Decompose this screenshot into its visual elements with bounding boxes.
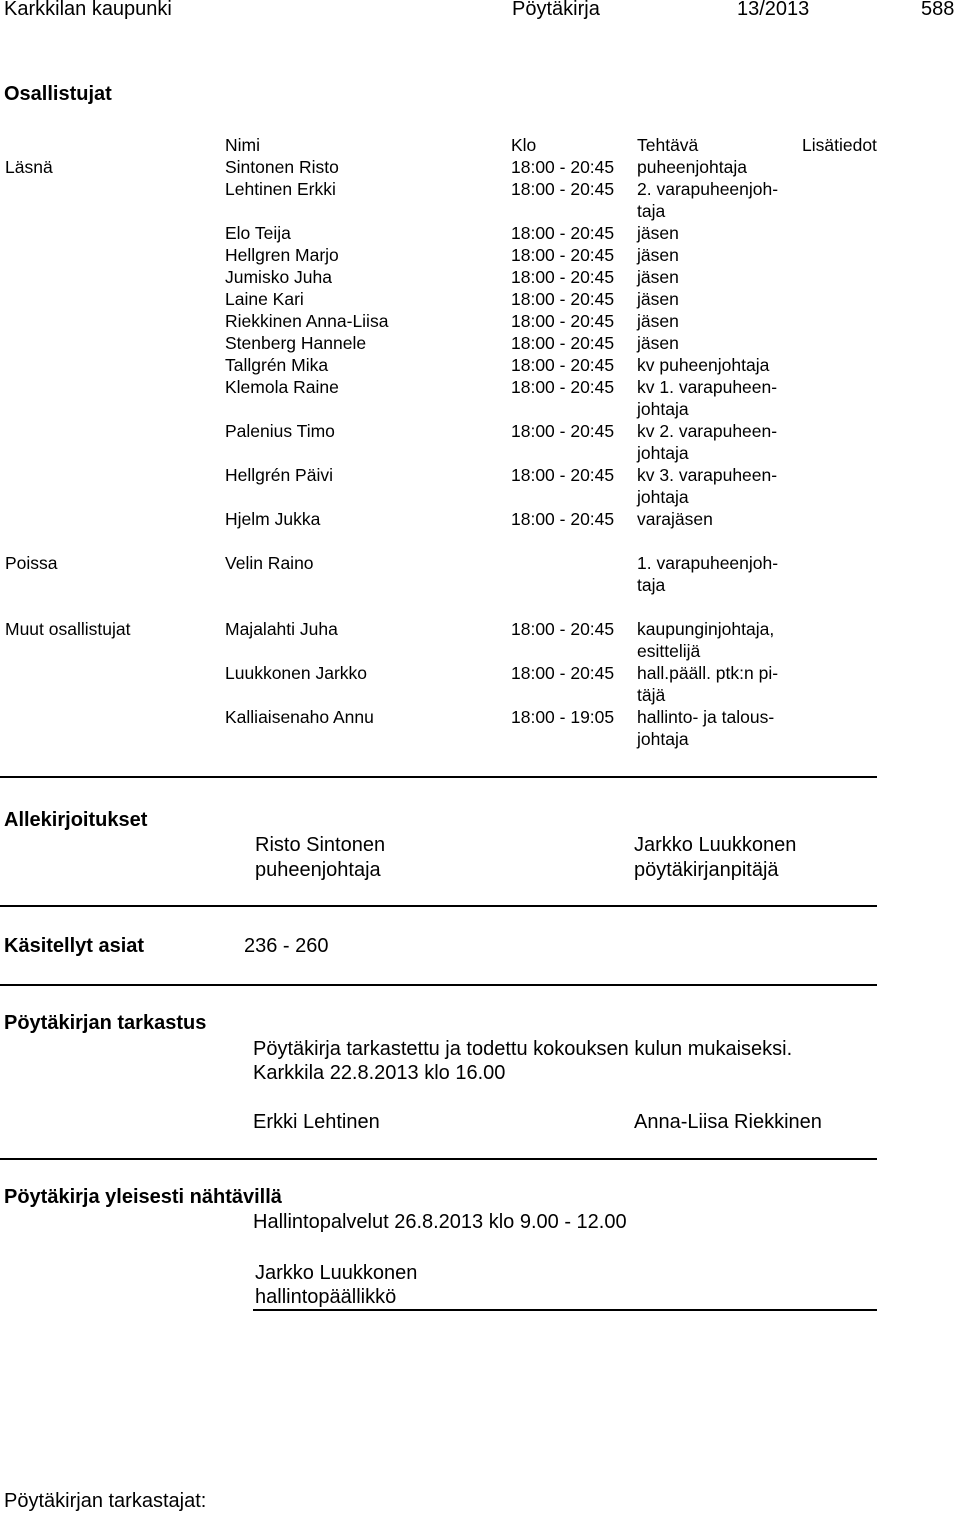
participant-time: 18:00 - 20:45 bbox=[511, 311, 615, 331]
participant-time: 18:00 - 20:45 bbox=[511, 179, 615, 199]
participant-role: johtaja bbox=[637, 399, 689, 419]
divider bbox=[0, 776, 877, 778]
participant-role: jäsen bbox=[637, 289, 679, 309]
group-label: Poissa bbox=[5, 553, 58, 573]
organization-name: Karkkilan kaupunki bbox=[4, 0, 172, 20]
participant-role: jäsen bbox=[637, 267, 679, 287]
divider bbox=[0, 984, 877, 986]
participant-role: esittelijä bbox=[637, 641, 701, 661]
participant-time: 18:00 - 20:45 bbox=[511, 223, 615, 243]
participant-role: johtaja bbox=[637, 443, 689, 463]
participant-role: hall.pääll. ptk:n pi- bbox=[637, 663, 779, 683]
document-number: 13/2013 bbox=[737, 0, 810, 20]
participant-role: 1. varapuheenjoh- bbox=[637, 553, 779, 573]
participant-time: 18:00 - 20:45 bbox=[511, 245, 615, 265]
review-statement: Pöytäkirja tarkastettu ja todettu kokouksen kulun mukaiseksi. bbox=[253, 1038, 793, 1060]
participant-time: 18:00 - 20:45 bbox=[511, 157, 615, 177]
participant-role: täjä bbox=[637, 685, 666, 705]
participant-name: Klemola Raine bbox=[225, 377, 339, 397]
participant-role: kv 1. varapuheen- bbox=[637, 377, 778, 397]
participant-role: 2. varapuheenjoh- bbox=[637, 179, 779, 199]
reviewer-2-name: Anna-Liisa Riekkinen bbox=[634, 1111, 822, 1133]
participant-time: 18:00 - 20:45 bbox=[511, 509, 615, 529]
public-display-time: Hallintopalvelut 26.8.2013 klo 9.00 - 12.00 bbox=[253, 1211, 627, 1233]
signature-chair-title: puheenjohtaja bbox=[255, 859, 381, 881]
column-header-role: Tehtävä bbox=[637, 135, 699, 155]
participant-time: 18:00 - 20:45 bbox=[511, 663, 615, 683]
participant-role: jäsen bbox=[637, 333, 679, 353]
participant-name: Laine Kari bbox=[225, 289, 304, 309]
participant-role: kv puheenjohtaja bbox=[637, 355, 770, 375]
participant-name: Majalahti Juha bbox=[225, 619, 338, 639]
participant-name: Tallgrén Mika bbox=[225, 355, 329, 375]
reviewer-1-name: Erkki Lehtinen bbox=[253, 1111, 380, 1133]
participant-name: Luukkonen Jarkko bbox=[225, 663, 368, 683]
participant-role: jäsen bbox=[637, 223, 679, 243]
participant-name: Stenberg Hannele bbox=[225, 333, 367, 353]
participant-name: Elo Teija bbox=[225, 223, 291, 243]
signatures-heading: Allekirjoitukset bbox=[4, 809, 148, 831]
reviewers-footer-label: Pöytäkirjan tarkastajat: bbox=[4, 1490, 207, 1512]
participant-role: kv 2. varapuheen- bbox=[637, 421, 778, 441]
participants-heading: Osallistujat bbox=[4, 83, 112, 105]
participant-role: jäsen bbox=[637, 245, 679, 265]
participant-time: 18:00 - 20:45 bbox=[511, 289, 615, 309]
divider bbox=[0, 905, 877, 907]
participant-name: Jumisko Juha bbox=[225, 267, 332, 287]
participant-role: johtaja bbox=[637, 487, 689, 507]
handled-items-heading: Käsitellyt asiat bbox=[4, 935, 145, 957]
document-type: Pöytäkirja bbox=[512, 0, 600, 20]
participant-role: taja bbox=[637, 201, 666, 221]
participant-name: Hellgren Marjo bbox=[225, 245, 339, 265]
participant-time: 18:00 - 20:45 bbox=[511, 333, 615, 353]
participant-role: taja bbox=[637, 575, 666, 595]
participant-role: jäsen bbox=[637, 311, 679, 331]
participant-time: 18:00 - 20:45 bbox=[511, 267, 615, 287]
participant-time: 18:00 - 19:05 bbox=[511, 707, 615, 727]
participant-name: Sintonen Risto bbox=[225, 157, 339, 177]
participant-name: Lehtinen Erkki bbox=[225, 179, 336, 199]
review-heading: Pöytäkirjan tarkastus bbox=[4, 1012, 207, 1034]
signature-chair-name: Risto Sintonen bbox=[255, 834, 386, 856]
participant-time: 18:00 - 20:45 bbox=[511, 465, 615, 485]
participant-role: kv 3. varapuheen- bbox=[637, 465, 778, 485]
participant-name: Palenius Timo bbox=[225, 421, 335, 441]
column-header-notes: Lisätiedot bbox=[802, 135, 877, 155]
participant-time: 18:00 - 20:45 bbox=[511, 355, 615, 375]
participant-time: 18:00 - 20:45 bbox=[511, 619, 615, 639]
signature-secretary-name: Jarkko Luukkonen bbox=[634, 834, 797, 856]
signature-secretary-title: pöytäkirjanpitäjä bbox=[634, 859, 779, 881]
column-header-name: Nimi bbox=[225, 135, 260, 155]
participant-name: Riekkinen Anna-Liisa bbox=[225, 311, 389, 331]
group-label: Muut osallistujat bbox=[5, 619, 131, 639]
participant-name: Hjelm Jukka bbox=[225, 509, 321, 529]
participant-name: Velin Raino bbox=[225, 553, 314, 573]
participant-time: 18:00 - 20:45 bbox=[511, 421, 615, 441]
public-display-heading: Pöytäkirja yleisesti nähtävillä bbox=[4, 1186, 282, 1208]
column-header-time: Klo bbox=[511, 135, 537, 155]
participant-time: 18:00 - 20:45 bbox=[511, 377, 615, 397]
page-number: 588 bbox=[921, 0, 955, 20]
review-place-date: Karkkila 22.8.2013 klo 16.00 bbox=[253, 1062, 506, 1084]
participant-role: johtaja bbox=[637, 729, 689, 749]
signature-line bbox=[253, 1309, 877, 1311]
handled-items-range: 236 - 260 bbox=[244, 935, 329, 957]
participant-role: hallinto- ja talous- bbox=[637, 707, 775, 727]
group-label: Läsnä bbox=[5, 157, 53, 177]
participant-role: kaupunginjohtaja, bbox=[637, 619, 775, 639]
public-display-signer-name: Jarkko Luukkonen bbox=[255, 1262, 418, 1284]
participant-role: varajäsen bbox=[637, 509, 713, 529]
participant-name: Hellgrén Päivi bbox=[225, 465, 333, 485]
divider bbox=[0, 1158, 877, 1160]
participant-role: puheenjohtaja bbox=[637, 157, 747, 177]
participant-name: Kalliaisenaho Annu bbox=[225, 707, 374, 727]
public-display-signer-title: hallintopäällikkö bbox=[255, 1286, 397, 1308]
